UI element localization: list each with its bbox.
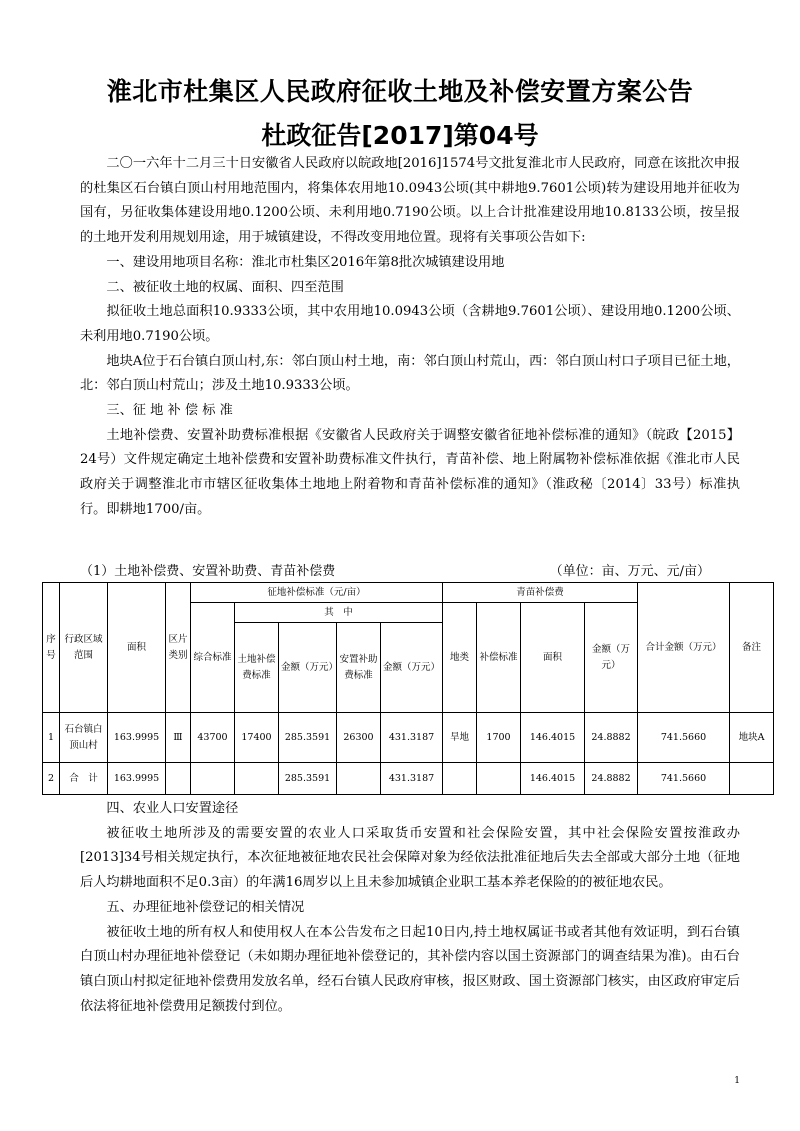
- cell-amount-1: 285.3591: [279, 763, 337, 795]
- header-village: 行政区域范围: [60, 583, 108, 713]
- cell-village: 合 计: [60, 763, 108, 795]
- table-title: （1）土地补偿费、安置补助费、青苗补偿费: [80, 564, 336, 579]
- page-number: 1: [734, 1076, 740, 1086]
- cell-note: [730, 763, 774, 795]
- header-note: 备注: [730, 583, 774, 713]
- cell-seq: 1: [43, 713, 60, 763]
- cell-note: 地块A: [730, 713, 774, 763]
- cell-seq: 2: [43, 763, 60, 795]
- cell-zone: [166, 763, 191, 795]
- section-5-paragraph-1: 被征收土地的所有权人和使用权人在本公告发布之日起10日内,持土地权属证书或者其他有效证明，到石台镇白顶山村办理征地补偿登记（未如期办理征地补偿登记的，其补偿内容以国土资源部门的调查结果为准)。由石台镇白顶山村拟定征地补偿费用发放名单，经石台镇人民政府审核，报区财政、国土资源部门核实，由区政府审定后依法将征地补偿费用足额拨付到位。: [80, 924, 740, 1014]
- section-5-heading: 五、办理征地补偿登记的相关情况: [106, 899, 305, 915]
- table-row-total: [43, 763, 774, 795]
- cell-crop-area: 146.4015: [521, 763, 585, 795]
- header-landtype: 地类: [443, 603, 477, 713]
- header-area: 面积: [108, 583, 166, 713]
- header-zone: 区片类别: [166, 583, 191, 713]
- cell-resettle-std: 26300: [337, 713, 381, 763]
- cell-amount-3: 24.8882: [585, 763, 638, 795]
- header-seq: 序号: [43, 583, 60, 713]
- body-part-2: [80, 797, 740, 1019]
- cell-sum: 741.5660: [638, 763, 730, 795]
- cell-landtype: [443, 763, 477, 795]
- header-land-std: 征地补偿标准（元/亩）: [191, 583, 443, 603]
- compensation-table: [42, 582, 774, 795]
- header-crop-std: 补偿标准: [477, 603, 521, 713]
- header-total-std: 综合标准: [191, 603, 235, 713]
- cell-amount-2: 431.3187: [381, 713, 443, 763]
- header-amount-1: 金额（万元）: [279, 623, 337, 713]
- section-2-paragraph-1: 拟征收土地总面积10.9333公顷，其中农用地10.0943公顷（含耕地9.7601公顷）、建设用地0.1200公顷、未利用地0.7190公顷。: [80, 304, 740, 344]
- header-crop: 青苗补偿费: [443, 583, 638, 603]
- document-number: 杜政征告[2017]第04号: [261, 121, 539, 150]
- section-3-heading: 三、征 地 补 偿 标 准: [106, 403, 233, 419]
- section-1-heading: 一、建设用地项目名称：淮北市杜集区2016年第8批次城镇建设用地: [106, 254, 505, 270]
- cell-land-std: [235, 763, 279, 795]
- cell-area: 163.9995: [108, 763, 166, 795]
- cell-total-std: 43700: [191, 713, 235, 763]
- header-sum: 合计金额（万元）: [638, 583, 730, 713]
- header-land-comp-std: 土地补偿费标准: [235, 623, 279, 713]
- table-row: [43, 713, 774, 763]
- cell-amount-2: 431.3187: [381, 763, 443, 795]
- header-amount-2: 金额（万元）: [381, 623, 443, 713]
- page-title: 淮北市杜集区人民政府征收土地及补偿安置方案公告: [106, 77, 694, 106]
- section-4-paragraph-1: 被征收土地所涉及的需要安置的农业人口采取货币安置和社会保险安置，其中社会保险安置按淮政办[2013]34号相关规定执行，本次征地被征地农民社会保障对象为经依法批准征地后失去全部或大部分土地（征地后人均耕地面积不足0.3亩）的年满16周岁以上且未参加城镇企业职工基本养老保险的的被征地农民。: [80, 825, 740, 891]
- table-unit: （单位：亩、万元、元/亩）: [549, 564, 710, 579]
- cell-crop-std: 1700: [477, 713, 521, 763]
- section-4-heading: 四、农业人口安置途径: [106, 801, 239, 816]
- cell-village: 石台镇白顶山村: [60, 713, 108, 763]
- cell-crop-std: [477, 763, 521, 795]
- body-part-1: [80, 152, 740, 523]
- cell-area: 163.9995: [108, 713, 166, 763]
- header-amount-3: 金额（万元）: [585, 603, 638, 713]
- cell-zone: Ⅲ: [166, 713, 191, 763]
- section-2-heading: 二、被征收土地的权属、面积、四至范围: [106, 279, 344, 295]
- section-3-paragraph-1: 土地补偿费、安置补助费标准根据《安徽省人民政府关于调整安徽省征地补偿标准的通知》（皖政【2015】24号）文件规定确定土地补偿费和安置补助费标准文件执行，青苗补偿、地上附属物补偿标准依据《淮北市人民政府关于调整淮北市市辖区征收集体土地地上附着物和青苗补偿标准的通知》（淮政秘〔2014〕33号）标准执行。即耕地1700/亩。: [80, 427, 740, 517]
- cell-amount-1: 285.3591: [279, 713, 337, 763]
- cell-amount-3: 24.8882: [585, 713, 638, 763]
- cell-land-std: 17400: [235, 713, 279, 763]
- cell-resettle-std: [337, 763, 381, 795]
- header-crop-area: 面积: [521, 603, 585, 713]
- table-caption: [80, 563, 740, 581]
- cell-crop-area: 146.4015: [521, 713, 585, 763]
- section-2-paragraph-2: 地块A位于石台镇白顶山村,东：邻白顶山村土地，南：邻白顶山村荒山，西：邻白顶山村口子项目已征土地，北：邻白顶山村荒山；涉及土地10.9333公顷。: [80, 353, 740, 394]
- header-among: 其 中: [235, 603, 443, 623]
- cell-landtype: 旱地: [443, 713, 477, 763]
- intro-paragraph: 二〇一六年十二月三十日安徽省人民政府以皖政地[2016]1574号文批复淮北市人民政府，同意在该批次申报的杜集区石台镇白顶山村用地范围内，将集体农用地10.0943公顷(其中耕地9.7601公顷)转为建设用地并征收为国有，另征收集体建设用地0.1200公顷、未利用地0.7190公顷。以上合计批准建设用地10.8133公顷，按呈报的土地开发利用规划用途，用于城镇建设，不得改变用地位置。现将有关事项公告如下:: [80, 156, 740, 246]
- header-resettle-std: 安置补助费标准: [337, 623, 381, 713]
- cell-total-std: [191, 763, 235, 795]
- cell-sum: 741.5660: [638, 713, 730, 763]
